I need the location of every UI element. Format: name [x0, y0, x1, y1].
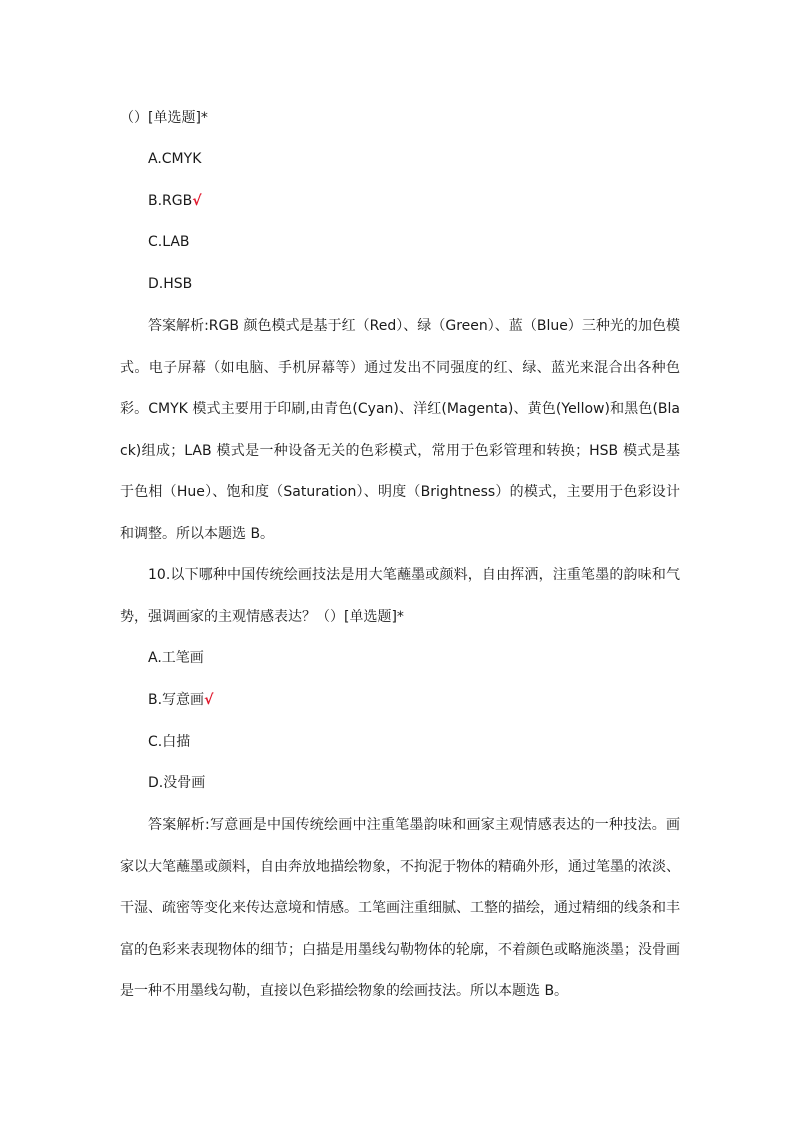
- q10-explanation: 答案解析:写意画是中国传统绘画中注重笔墨韵味和画家主观情感表达的一种技法。画家以大笔蘸墨或颜料，自由奔放地描绘物象，不拘泥于物体的精确外形，通过笔墨的浓淡、干湿、疏密等变化来传达意境和情感。工笔画注重细腻、工整的描绘，通过精细的线条和丰富的色彩来表现物体的细节；白描是用墨线勾勒物体的轮廓，不着颜色或略施淡墨；没骨画是一种不用墨线勾勒，直接以色彩描绘物象的绘画技法。所以本题选 B。: [120, 817, 680, 999]
- q9-option-d: [148, 275, 192, 293]
- q9-option-c: [148, 233, 190, 251]
- q9-explanation: 答案解析:RGB 颜色模式是基于红（Red）、绿（Green）、蓝（Blue）三种光的加色模式。电子屏幕（如电脑、手机屏幕等）通过发出不同强度的红、绿、蓝光来混合出各种色彩。CMYK 模式主要用于印刷,由青色(Cyan)、洋红(Magenta)、黄色(Yellow)和黑色(Black)组成；LAB 模式是一种设备无关的色彩模式，常用于色彩管理和转换；HSB 模式是基于色相（Hue）、饱和度（Saturation）、明度（Brightness）的模式，主要用于色彩设计和调整。所以本题选 B。: [120, 318, 680, 542]
- option-label: B.RGB: [148, 193, 193, 209]
- q10-option-a: [148, 649, 204, 667]
- option-label: A.工笔画: [148, 650, 204, 666]
- option-label: C.白描: [148, 734, 191, 750]
- question-10-stem: 10.以下哪种中国传统绘画技法是用大笔蘸墨或颜料，自由挥洒，注重笔墨的韵味和气势，强调画家的主观情感表达？（）[单选题]*: [120, 567, 680, 625]
- question-9-stem-tail: （）[单选题]*: [120, 110, 208, 126]
- q9-option-b: [148, 192, 202, 210]
- q10-option-d: [148, 774, 205, 792]
- option-label: C.LAB: [148, 234, 190, 250]
- option-label: D.HSB: [148, 276, 193, 292]
- option-label: B.写意画: [148, 692, 205, 708]
- q9-option-a: [148, 150, 201, 168]
- correct-check-icon: √: [204, 692, 214, 708]
- correct-check-icon: √: [192, 193, 202, 209]
- q10-option-c: [148, 733, 190, 751]
- option-label: D.没骨画: [148, 775, 206, 791]
- option-label: A.CMYK: [148, 151, 202, 167]
- q10-option-b: [148, 691, 213, 709]
